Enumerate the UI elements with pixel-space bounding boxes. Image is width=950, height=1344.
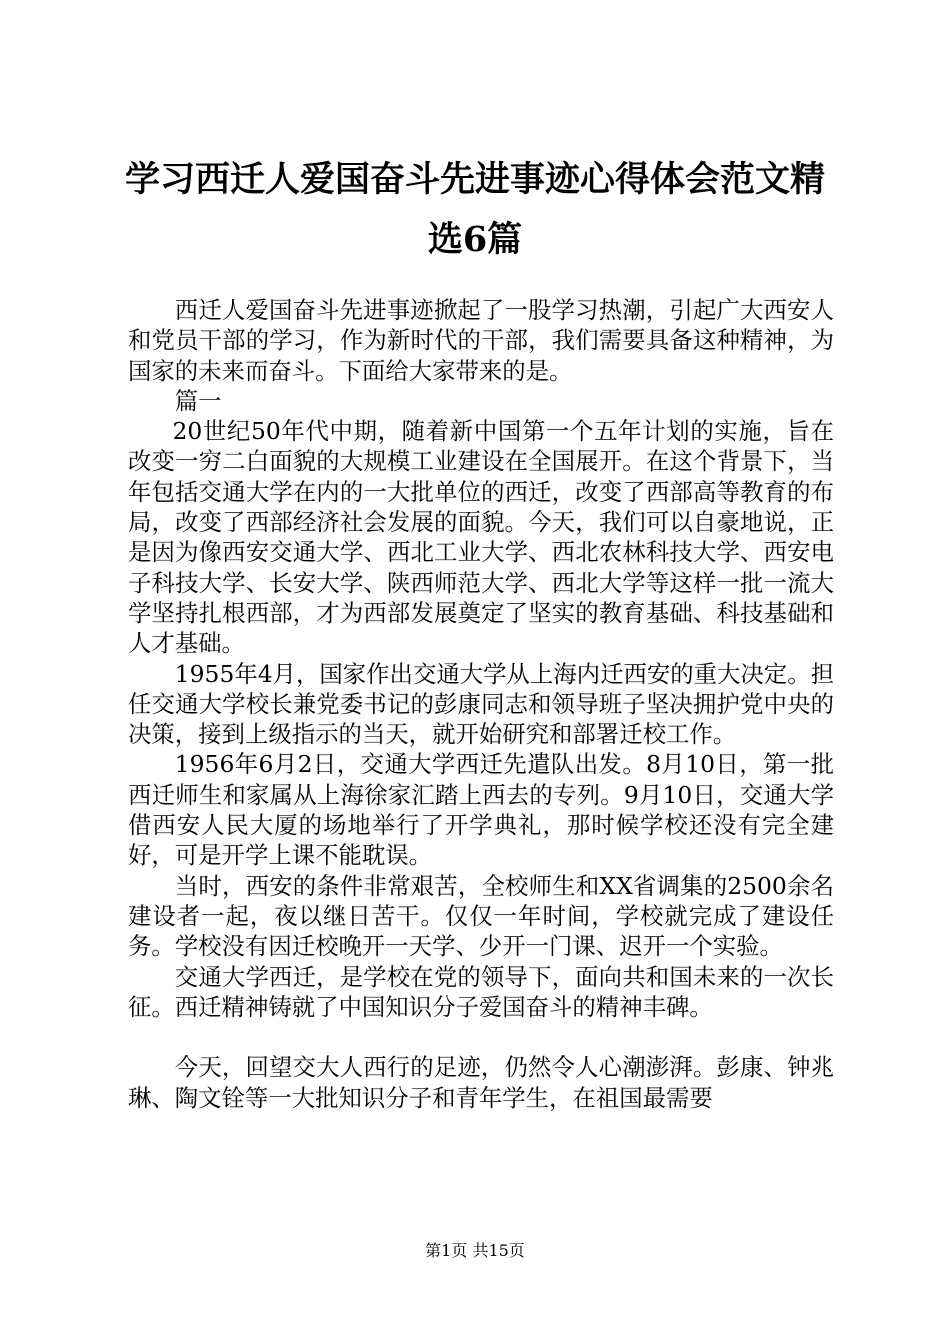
body-paragraph: 当时，西安的条件非常艰苦，全校师生和XX省调集的2500余名建设者一起，夜以继日苦干。仅仅一年时间，学校就完成了建设任务。学校没有因迁校晚开一天学、少开一门课、迟开一个实验。	[128, 871, 834, 961]
body-paragraph: 1956年6月2日，交通大学西迁先遣队出发。8月10日，第一批西迁师生和家属从上海徐家汇踏上西去的专列。9月10日，交通大学借西安人民大厦的场地举行了开学典礼，那时候学校还没有完全建好，可是开学上课不能耽误。	[128, 750, 834, 870]
document-body	[128, 295, 834, 1113]
body-paragraph: 交通大学西迁，是学校在党的领导下，面向共和国未来的一次长征。西迁精神铸就了中国知识分子爱国奋斗的精神丰碑。	[128, 962, 834, 1021]
document-title-line-2: 选6篇	[427, 219, 523, 260]
page-footer: 第1页 共15页	[425, 1241, 525, 1260]
body-paragraph: 20世纪50年代中期，随着新中国第一个五年计划的实施，旨在改变一穷二白面貌的大规模工业建设在全国展开。在这个背景下，当年包括交通大学在内的一大批单位的西迁，改变了西部高等教育的布局，改变了西部经济社会发展的面貌。今天，我们可以自豪地说，正是因为像西安交通大学、西北工业大学、西北农林科技大学、西安电子科技大学、长安大学、陕西师范大学、西北大学等这样一批一流大学坚持扎根西部，才为西部发展奠定了坚实的教育基础、科技基础和人才基础。	[128, 417, 834, 658]
paragraph-spacer	[128, 1022, 834, 1052]
body-paragraph: 1955年4月，国家作出交通大学从上海内迁西安的重大决定。担任交通大学校长兼党委书记的彭康同志和领导班子坚决拥护党中央的决策，接到上级指示的当天，就开始研究和部署迁校工作。	[128, 659, 834, 749]
section-heading: 篇一	[174, 386, 222, 415]
document-title-line-1: 学习西迁人爱国奋斗先进事迹心得体会范文精	[124, 159, 825, 200]
body-paragraph: 今天，回望交大人西行的足迹，仍然令人心潮澎湃。彭康、钟兆琳、陶文铨等一大批知识分子和青年学生，在祖国最需要	[128, 1053, 834, 1112]
intro-paragraph: 西迁人爱国奋斗先进事迹掀起了一股学习热潮，引起广大西安人和党员干部的学习，作为新时代的干部，我们需要具备这种精神，为国家的未来而奋斗。下面给大家带来的是。	[128, 296, 834, 385]
